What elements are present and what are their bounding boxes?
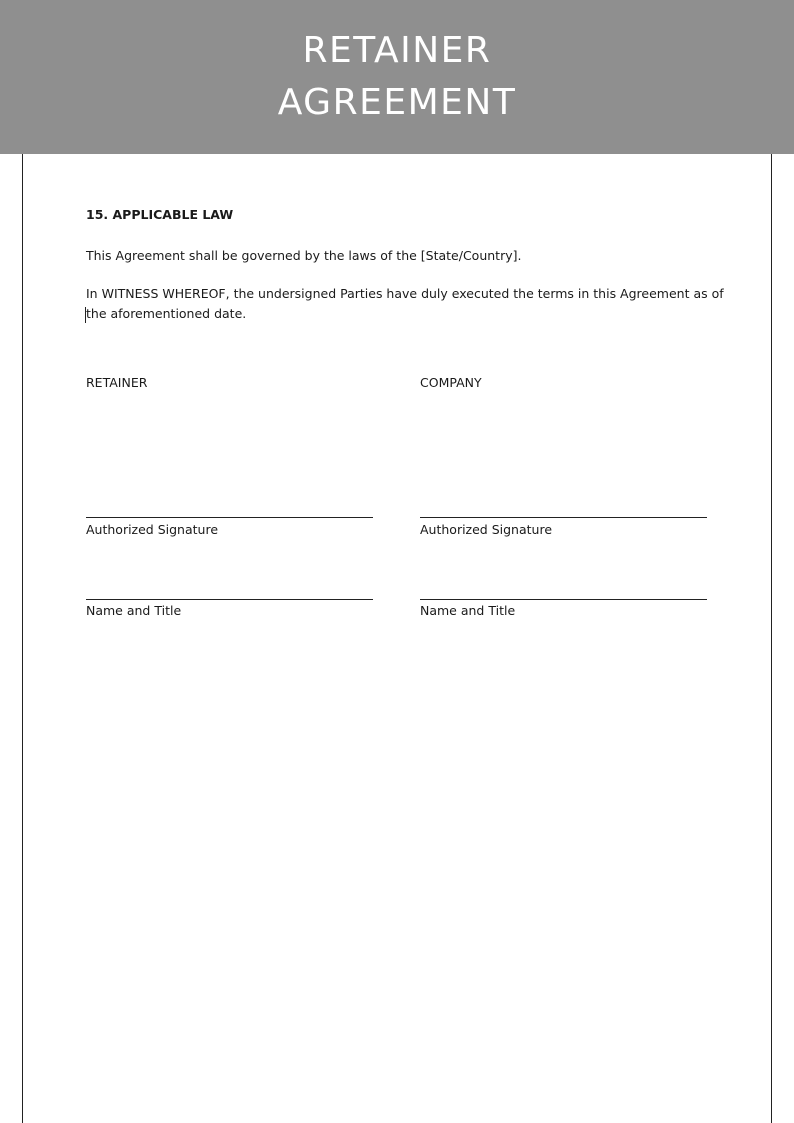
company-signature-label: Authorized Signature	[420, 522, 553, 537]
page-border-left	[22, 154, 23, 1123]
retainer-label: RETAINER	[86, 375, 148, 390]
document-body	[86, 206, 726, 618]
text-cursor	[85, 307, 86, 323]
governing-law-paragraph: This Agreement shall be governed by the laws of the [State/Country].	[86, 248, 522, 263]
title-banner	[0, 0, 794, 154]
retainer-name-label: Name and Title	[86, 603, 182, 618]
company-signature-line[interactable]	[420, 517, 707, 518]
retainer-name-line[interactable]	[86, 599, 373, 600]
company-name-line[interactable]	[420, 599, 707, 600]
section-heading: 15. APPLICABLE LAW	[86, 207, 234, 222]
company-label: COMPANY	[420, 375, 482, 390]
retainer-signature-line[interactable]	[86, 517, 373, 518]
retainer-signature-label: Authorized Signature	[86, 522, 219, 537]
company-name-label: Name and Title	[420, 603, 516, 618]
page-border-right	[771, 154, 772, 1123]
witness-paragraph[interactable]: In WITNESS WHEREOF, the undersigned Parties have duly executed the terms in this Agreement as of the aforementioned date.	[86, 286, 724, 321]
banner-title-line1: RETAINER	[302, 30, 492, 71]
banner-title-line2: AGREEMENT	[277, 82, 517, 123]
